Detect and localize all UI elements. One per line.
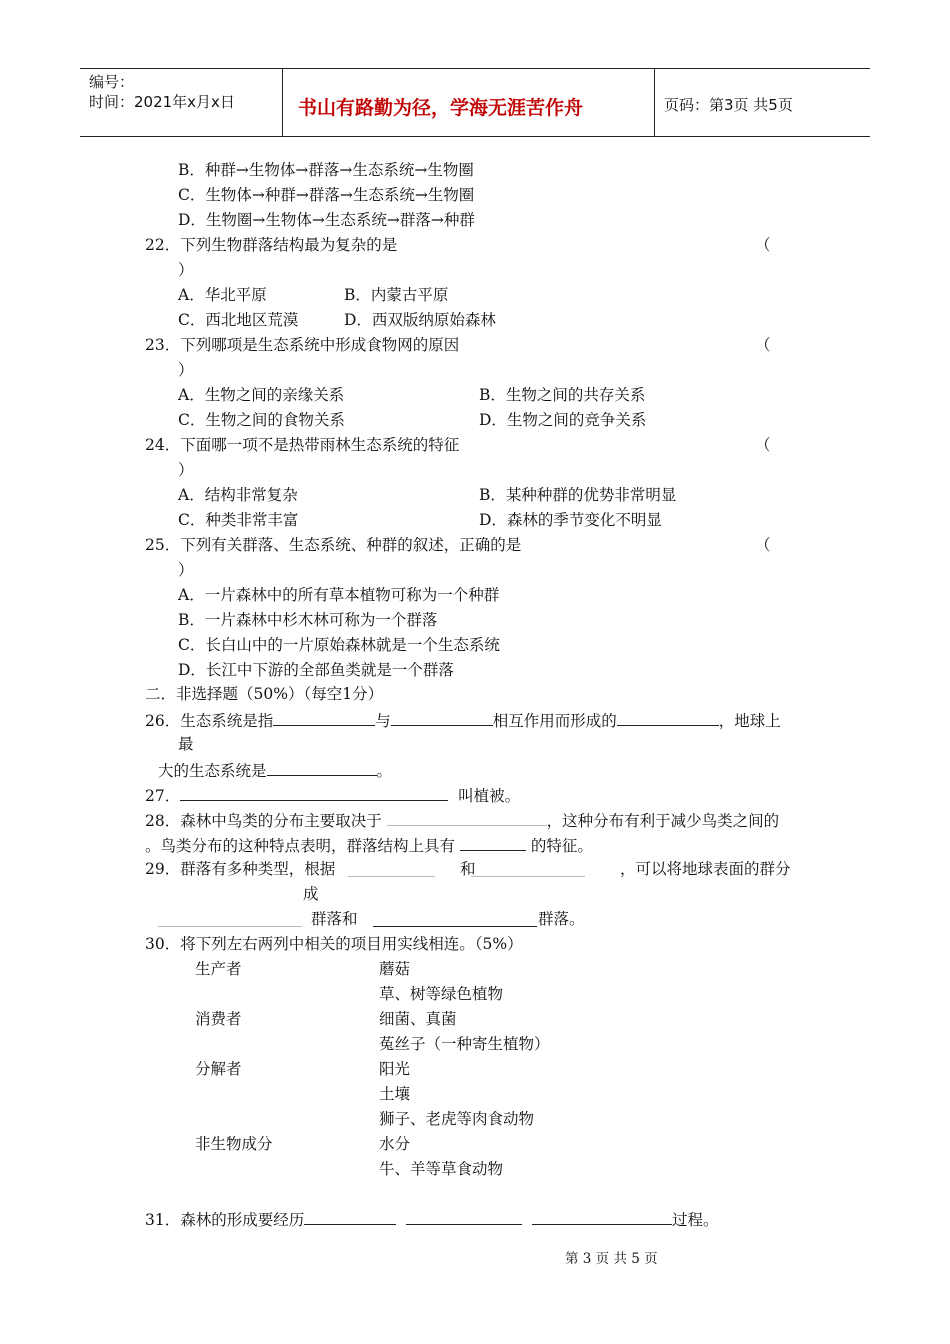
q24-option-b: B．某种种群的优势非常明显 [479, 486, 677, 504]
q29-blank-4[interactable] [373, 926, 537, 927]
q22-option-b: B．内蒙古平原 [344, 286, 449, 304]
q30-right-item[interactable]: 水分 [379, 1135, 411, 1153]
q26-blank-1[interactable] [273, 709, 375, 726]
q25-option-a: A．一片森林中的所有草本植物可称为一个种群 [178, 586, 500, 604]
q23-option-c: C．生物之间的食物关系 [178, 411, 345, 429]
q24-stem: 24．下面哪一项不是热带雨林生态系统的特征 [145, 436, 460, 454]
q26-text-5: 最 [178, 735, 194, 753]
q30-stem: 30．将下列左右两列中相关的项目用实线相连。（5%） [145, 935, 523, 953]
q24-paren-open: （ [755, 436, 771, 454]
q31-text-1: 31．森林的形成要经历 [145, 1211, 305, 1229]
q30-left-item[interactable]: 生产者 [195, 960, 242, 978]
q28-blank-1[interactable] [387, 809, 547, 826]
header-number-label: 编号： [89, 73, 135, 91]
q23-option-a: A．生物之间的亲缘关系 [178, 386, 345, 404]
q26-blank-2[interactable] [391, 709, 493, 726]
q26-text-2: 与 [375, 712, 391, 730]
q24-option-d: D．森林的季节变化不明显 [479, 511, 662, 529]
q29-text-3: ，可以将地球表面的群分 [620, 860, 791, 878]
q30-right-item[interactable]: 细菌、真菌 [379, 1010, 457, 1028]
q22-stem: 22．下列生物群落结构最为复杂的是 [145, 236, 398, 254]
q27-tail: 叫植被。 [458, 787, 521, 805]
q22-paren-close: ） [178, 261, 194, 279]
header-time-label: 时间：2021年x月x日 [89, 93, 235, 111]
q26-text-1: 26．生态系统是指 [145, 712, 274, 730]
q28-blank-2[interactable] [460, 834, 526, 851]
q27-line [145, 784, 520, 806]
q31-blank-1[interactable] [304, 1208, 396, 1225]
q25-option-b: B．一片森林中杉木林可称为一个群落 [178, 611, 438, 629]
q24-option-c: C．种类非常丰富 [178, 511, 299, 529]
q23-option-b: B．生物之间的共存关系 [479, 386, 646, 404]
q28-line-2 [145, 834, 593, 856]
q26-text-4: ，地球上 [718, 712, 781, 730]
q31-line [145, 1208, 718, 1230]
q27-blank[interactable] [180, 784, 448, 801]
header-divider [282, 68, 283, 136]
q24-option-a: A．结构非常复杂 [178, 486, 298, 504]
q30-left-item[interactable]: 非生物成分 [195, 1135, 273, 1153]
q29-text-1: 29．群落有多种类型，根据 [145, 860, 336, 878]
q25-paren-open: （ [755, 536, 771, 554]
q30-right-item[interactable]: 蘑菇 [379, 960, 411, 978]
q28-text-4: 的特征。 [530, 837, 593, 855]
section-2-title: 二．非选择题（50%）（每空1分） [145, 685, 384, 703]
q26-text-3: 相互作用而形成的 [492, 712, 617, 730]
q26-text-7: 。 [376, 762, 393, 780]
q28-text-1: 28．森林中鸟类的分布主要取决于 [145, 812, 382, 830]
q25-option-c: C．长白山中的一片原始森林就是一个生态系统 [178, 636, 500, 654]
q22-option-a: A．华北平原 [178, 286, 267, 304]
q22-option-d: D．西双版纳原始森林 [344, 311, 496, 329]
q25-stem: 25．下列有关群落、生态系统、种群的叙述，正确的是 [145, 536, 522, 554]
q23-stem: 23．下列哪项是生态系统中形成食物网的原因 [145, 336, 460, 354]
q26-blank-4[interactable] [267, 759, 377, 776]
q25-paren-close: ） [178, 561, 194, 579]
q23-paren-open: （ [755, 336, 771, 354]
q29-blank-2[interactable] [471, 876, 585, 877]
header-divider [654, 68, 655, 136]
q29-blank-3[interactable] [158, 926, 302, 927]
q31-blank-2[interactable] [406, 1208, 522, 1225]
q29-text-5: 群落和 [311, 910, 358, 928]
q29-text-4: 成 [303, 885, 319, 903]
header-page-label: 页码：第3页 共5页 [664, 96, 793, 114]
page-footer: 第 3 页 共 5 页 [565, 1251, 658, 1267]
q23-paren-close: ） [178, 361, 194, 379]
q30-right-item[interactable]: 牛、羊等草食动物 [379, 1160, 504, 1178]
q29-text-2: 和 [460, 860, 476, 878]
q28-text-3: 。鸟类分布的这种特点表明，群落结构上具有 [145, 837, 456, 855]
q30-left-item[interactable]: 分解者 [195, 1060, 242, 1078]
q22-paren-open: （ [755, 236, 771, 254]
header-motto: 书山有路勤为径，学海无涯苦作舟 [298, 97, 584, 119]
q23-option-d: D．生物之间的竞争关系 [479, 411, 647, 429]
q26-line-1 [145, 709, 781, 731]
q31-text-2: 过程。 [671, 1211, 719, 1229]
q21-option-d: D．生物圈→生物体→生态系统→群落→种群 [178, 211, 475, 229]
q21-option-c: C．生物体→种群→群落→生态系统→生物圈 [178, 186, 475, 204]
q26-text-6: 大的生态系统是 [158, 762, 267, 780]
q24-paren-close: ） [178, 461, 194, 479]
q25-option-d: D．长江中下游的全部鱼类就是一个群落 [178, 661, 454, 679]
q30-right-item[interactable]: 草、树等绿色植物 [379, 985, 504, 1003]
q29-blank-1[interactable] [348, 876, 435, 877]
q31-blank-3[interactable] [532, 1208, 672, 1225]
q27-num: 27． [145, 787, 181, 805]
q22-option-c: C．西北地区荒漠 [178, 311, 299, 329]
q30-right-item[interactable]: 土壤 [379, 1085, 411, 1103]
q30-right-item[interactable]: 菟丝子（一种寄生植物） [379, 1035, 550, 1053]
q29-text-6: 群落。 [538, 910, 585, 928]
q26-blank-3[interactable] [617, 709, 719, 726]
q26-line-3 [158, 759, 392, 781]
q28-line-1 [145, 809, 779, 831]
q30-right-item[interactable]: 狮子、老虎等肉食动物 [379, 1110, 535, 1128]
q28-text-2: ，这种分布有利于减少鸟类之间的 [546, 812, 780, 830]
q30-left-item[interactable]: 消费者 [195, 1010, 242, 1028]
q21-option-b: B．种群→生物体→群落→生态系统→生物圈 [178, 161, 474, 179]
q30-right-item[interactable]: 阳光 [379, 1060, 411, 1078]
